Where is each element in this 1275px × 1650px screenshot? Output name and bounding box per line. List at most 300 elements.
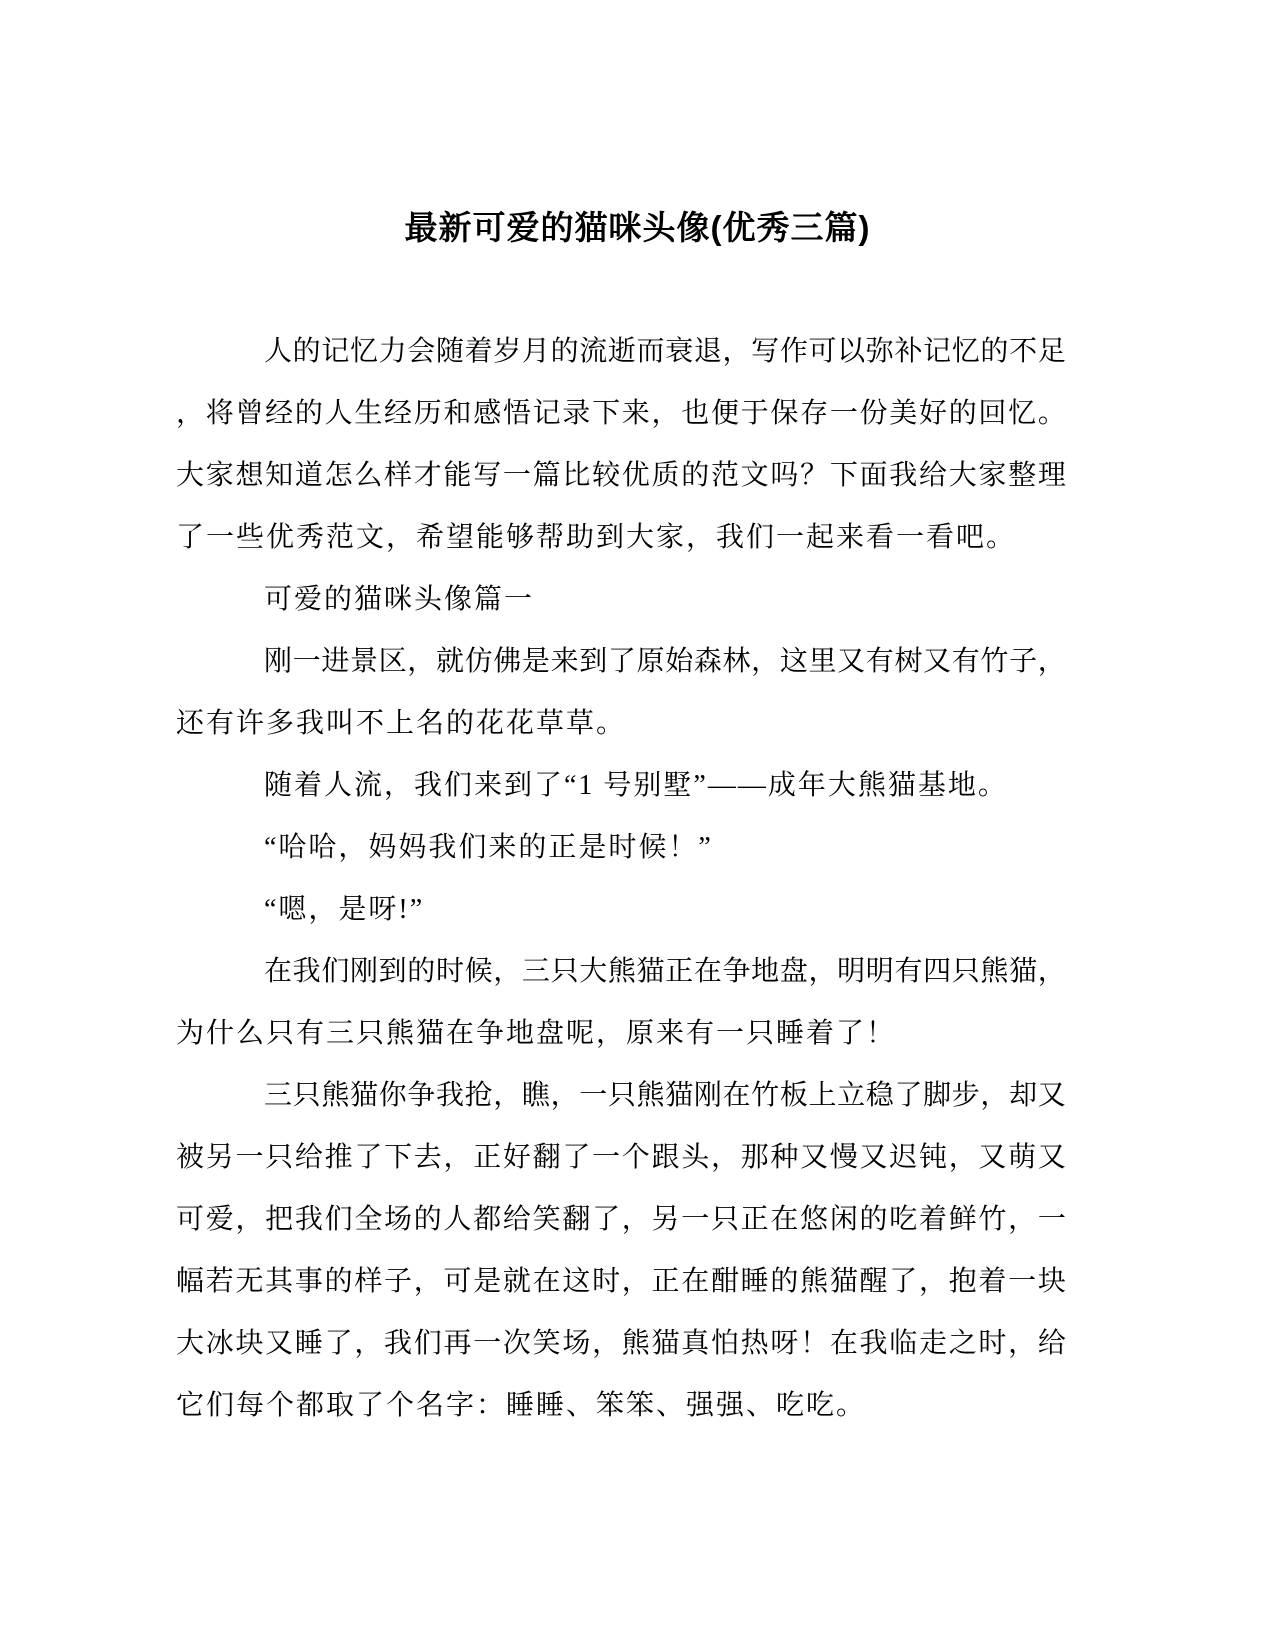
text-char: 可 (443, 1266, 472, 1297)
text-char: 又 (800, 1142, 829, 1173)
text-char: 呀 (770, 1328, 799, 1359)
text-char: 种 (770, 1142, 799, 1173)
text-char: 我 (889, 460, 918, 491)
text-char: 去 (413, 1142, 442, 1173)
text-char: 钝 (918, 1142, 947, 1173)
text-char: 只 (607, 1080, 636, 1111)
text-char: 好 (918, 398, 947, 429)
text-char: 被 (176, 1142, 205, 1173)
text-char: ！ (800, 1328, 829, 1359)
text-char: 争 (407, 1080, 436, 1111)
text-char: 录 (562, 398, 591, 429)
text-char: 个 (621, 1142, 650, 1173)
text-char: 家 (205, 460, 234, 491)
text-char: 了 (592, 1204, 621, 1235)
text-char: 的 (407, 956, 436, 987)
text-char: 场 (384, 1204, 413, 1235)
text-line (176, 456, 1066, 518)
text-char: ， (413, 1266, 442, 1297)
text-char: ， (722, 336, 751, 367)
text-char: 历 (413, 398, 442, 429)
text-char: 又 (923, 646, 952, 677)
text-char: 的 (292, 336, 321, 367)
text-char: 块 (1037, 1266, 1066, 1297)
document-body (176, 332, 1066, 1448)
text-char: 范 (710, 460, 739, 491)
text-char: 熊 (800, 1266, 829, 1297)
text-line (176, 952, 1066, 1014)
text-char: 来 (621, 398, 650, 429)
text-char: 子 (384, 1266, 413, 1297)
text-char: 以 (837, 336, 866, 367)
text-char: 理 (1037, 460, 1066, 491)
text-char: ， (751, 646, 780, 677)
text-char: 林 (722, 646, 751, 677)
text-char: 美 (889, 398, 918, 429)
text-char: 又 (837, 646, 866, 677)
text-char: 岁 (493, 336, 522, 367)
text-char: 推 (324, 1142, 353, 1173)
text-char: ， (493, 1080, 522, 1111)
text-char: 来 (550, 646, 579, 677)
text-line: 可爱的猫咪头像篇一 (264, 584, 535, 615)
text-char: 一 (579, 1080, 608, 1111)
text-char: 在 (829, 1328, 858, 1359)
text-char: 可 (176, 1204, 205, 1235)
text-char: 怕 (710, 1328, 739, 1359)
text-char: 到 (378, 956, 407, 987)
text-char: 把 (265, 1204, 294, 1235)
text-char: 猫 (1009, 956, 1038, 987)
text-char: 一 (502, 460, 531, 491)
text-char: 跟 (651, 1142, 680, 1173)
document-title: 最新可爱的猫咪头像(优秀三篇) (404, 209, 871, 246)
text-char: 立 (837, 1080, 866, 1111)
text-char: 真 (681, 1328, 710, 1359)
text-char: ， (1008, 1328, 1037, 1359)
text-line: 为什么只有三只熊猫在争地盘呢，原来有一只睡着了！ (176, 1018, 897, 1049)
text-char: 猫 (651, 1328, 680, 1359)
text-char: 一 (473, 1328, 502, 1359)
text-char: 正 (651, 1266, 680, 1297)
text-char: 再 (443, 1328, 472, 1359)
text-char: 了 (354, 1142, 383, 1173)
text-char: 文 (740, 460, 769, 491)
text-char: 森 (693, 646, 722, 677)
text-char: 我 (384, 1328, 413, 1359)
text-char: ， (1008, 1204, 1037, 1235)
text-char: 猫 (829, 1266, 858, 1297)
text-char: 正 (665, 956, 694, 987)
text-char: 候 (464, 956, 493, 987)
text-char: 回 (978, 398, 1007, 429)
text-char: 经 (384, 398, 413, 429)
text-char: ， (948, 1142, 977, 1173)
text-char: 的 (550, 336, 579, 367)
text-char: ， (1037, 956, 1066, 987)
text-char: 忆 (951, 336, 980, 367)
text-char: 不 (1009, 336, 1038, 367)
text-char: 猫 (665, 1080, 694, 1111)
text-char: 正 (740, 1204, 769, 1235)
text-char: 热 (740, 1328, 769, 1359)
text-char: 曾 (235, 398, 264, 429)
text-char: 萌 (1008, 1142, 1037, 1173)
text-char: 在 (532, 1266, 561, 1297)
text-char: 都 (473, 1204, 502, 1235)
text-char: 爱 (205, 1204, 234, 1235)
text-char: 刚 (693, 1080, 722, 1111)
text-char: 树 (894, 646, 923, 677)
text-char: 我 (859, 1328, 888, 1359)
text-char: ， (407, 646, 436, 677)
text-char: 上 (808, 1080, 837, 1111)
text-char: 冰 (205, 1328, 234, 1359)
text-char: 次 (502, 1328, 531, 1359)
text-char: 经 (265, 398, 294, 429)
text-char: 生 (354, 398, 383, 429)
text-char: 一 (292, 646, 321, 677)
text-char: 猫 (636, 956, 665, 987)
text-char: 样 (354, 1266, 383, 1297)
text-char: 那 (740, 1142, 769, 1173)
text-char: 人 (443, 1204, 472, 1235)
text-char: 熊 (607, 956, 636, 987)
text-char: 这 (779, 646, 808, 677)
text-char: 想 (235, 460, 264, 491)
text-char: 熊 (980, 956, 1009, 987)
text-char: 竹 (978, 1204, 1007, 1235)
text-char: 全 (354, 1204, 383, 1235)
text-char: 了 (889, 1266, 918, 1297)
text-char: ， (621, 1204, 650, 1235)
text-char: 其 (265, 1266, 294, 1297)
text-char: 写 (473, 460, 502, 491)
text-char: 四 (923, 956, 952, 987)
text-char: 刚 (349, 956, 378, 987)
text-char: 里 (808, 646, 837, 677)
text-char: 整 (1008, 460, 1037, 491)
text-line (176, 332, 1066, 394)
text-char: ， (493, 956, 522, 987)
text-char: 了 (607, 646, 636, 677)
text-char: 在 (681, 1266, 710, 1297)
text-char: 明 (865, 956, 894, 987)
text-char: 退 (693, 336, 722, 367)
text-char: 了 (894, 1080, 923, 1111)
text-char: 一 (829, 398, 858, 429)
text-char: 正 (473, 1142, 502, 1173)
text-char: 盘 (779, 956, 808, 987)
text-char: ， (354, 1328, 383, 1359)
text-char: 你 (378, 1080, 407, 1111)
text-char: 逝 (607, 336, 636, 367)
text-char: 仿 (464, 646, 493, 677)
text-char: 着 (978, 1266, 1007, 1297)
text-char: 进 (321, 646, 350, 677)
text-char: 迟 (889, 1142, 918, 1173)
text-char: 熊 (621, 1328, 650, 1359)
text-char: 们 (324, 1204, 353, 1235)
text-char: 头 (681, 1142, 710, 1173)
text-char: 悟 (502, 398, 531, 429)
text-char: 才 (413, 460, 442, 491)
text-char: 瞧 (521, 1080, 550, 1111)
text-char: ， (235, 1204, 264, 1235)
text-char: 能 (443, 460, 472, 491)
text-char: 佛 (493, 646, 522, 677)
text-line (176, 1262, 1066, 1324)
text-char: 足 (1037, 336, 1066, 367)
text-char: 吃 (889, 1204, 918, 1235)
text-char: 着 (464, 336, 493, 367)
text-char: 的 (324, 1266, 353, 1297)
text-char: 步 (951, 1080, 980, 1111)
text-char: 是 (521, 646, 550, 677)
text-char: 子 (1009, 646, 1038, 677)
text-char: 区 (378, 646, 407, 677)
text-char: 我 (435, 1080, 464, 1111)
text-char: ， (443, 1142, 472, 1173)
text-char: 又 (1037, 1142, 1066, 1173)
text-char: 板 (779, 1080, 808, 1111)
text-char: 人 (264, 336, 293, 367)
text-line (176, 1324, 1066, 1386)
text-char: 优 (621, 460, 650, 491)
text-char: 给 (502, 1204, 531, 1235)
text-char: ， (808, 956, 837, 987)
text-char: 在 (693, 956, 722, 987)
text-char: 面 (859, 460, 888, 491)
text-char: 慢 (829, 1142, 858, 1173)
text-char: 只 (951, 956, 980, 987)
text-char: 这 (562, 1266, 591, 1297)
text-char: 有 (894, 956, 923, 987)
text-char: 地 (751, 956, 780, 987)
text-char: 只 (265, 1142, 294, 1173)
text-char: ， (550, 1080, 579, 1111)
text-char: 块 (235, 1328, 264, 1359)
text-line: 还有许多我叫不上名的花花草草。 (176, 708, 627, 739)
text-char: 就 (502, 1266, 531, 1297)
text-char: 始 (665, 646, 694, 677)
text-char: 是 (473, 1266, 502, 1297)
text-char: 下 (829, 460, 858, 491)
text-line (176, 394, 1066, 456)
text-char: 一 (1008, 1266, 1037, 1297)
text-char: 下 (384, 1142, 413, 1173)
text-char: 了 (562, 1142, 591, 1173)
text-char: 力 (378, 336, 407, 367)
text-char: ， (621, 1266, 650, 1297)
text-char: 竹 (751, 1080, 780, 1111)
text-char: 只 (710, 1204, 739, 1235)
text-char: 酣 (710, 1266, 739, 1297)
text-line (176, 1076, 1066, 1138)
text-char: 家 (978, 460, 1007, 491)
text-char: 感 (473, 398, 502, 429)
text-char: 便 (710, 398, 739, 429)
text-char: 刚 (264, 646, 293, 677)
text-char: 写 (751, 336, 780, 367)
text-char: 吗 (770, 460, 799, 491)
text-char: 给 (1037, 1328, 1066, 1359)
text-char: 稳 (865, 1080, 894, 1111)
text-char: 笑 (532, 1328, 561, 1359)
text-char: 质 (651, 460, 680, 491)
text-char: 又 (859, 1142, 888, 1173)
text-char: 之 (948, 1328, 977, 1359)
text-char: ， (710, 1142, 739, 1173)
text-char: 就 (435, 646, 464, 677)
text-char: 人 (324, 398, 353, 429)
text-char: 抱 (948, 1266, 977, 1297)
text-char: 也 (681, 398, 710, 429)
text-char: 又 (265, 1328, 294, 1359)
text-char: 我 (292, 956, 321, 987)
text-char: 原 (636, 646, 665, 677)
text-char: 较 (592, 460, 621, 491)
text-char: 给 (918, 460, 947, 491)
text-line: 它们每个都取了个名字：睡睡、笨笨、强强、吃吃。 (176, 1390, 867, 1421)
text-char: 的 (770, 1266, 799, 1297)
text-line: “嗯，是呀!” (264, 894, 425, 925)
text-char: ， (176, 398, 205, 429)
text-char: ， (592, 1328, 621, 1359)
text-char: 只 (550, 956, 579, 987)
text-char: 无 (235, 1266, 264, 1297)
text-char: ， (1037, 646, 1066, 677)
text-line: “哈哈，妈妈我们来的正是时候！” (264, 832, 713, 863)
text-char: 忆 (1008, 398, 1037, 429)
text-char: 有 (865, 646, 894, 677)
text-char: 醒 (859, 1266, 888, 1297)
text-char: 大 (176, 1328, 205, 1359)
text-char: ， (651, 398, 680, 429)
text-char: 着 (918, 1204, 947, 1235)
text-char: 时 (435, 956, 464, 987)
text-char: 景 (349, 646, 378, 677)
text-char: 的 (681, 460, 710, 491)
text-char: 的 (980, 336, 1009, 367)
text-char: 时 (978, 1328, 1007, 1359)
text-char: 而 (636, 336, 665, 367)
text-char: 熊 (321, 1080, 350, 1111)
text-char: 在 (264, 956, 293, 987)
text-char: 存 (800, 398, 829, 429)
text-char: 么 (354, 460, 383, 491)
text-char: 道 (294, 460, 323, 491)
text-char: 作 (779, 336, 808, 367)
text-line (176, 1138, 1066, 1200)
text-char: 了 (324, 1328, 353, 1359)
text-char: 悠 (800, 1204, 829, 1235)
text-char: 笑 (532, 1204, 561, 1235)
text-char: 猫 (349, 1080, 378, 1111)
text-char: 于 (740, 398, 769, 429)
text-char: 们 (413, 1328, 442, 1359)
text-char: 会 (407, 336, 436, 367)
text-char: 睡 (294, 1328, 323, 1359)
text-char: 争 (722, 956, 751, 987)
text-char: 下 (592, 398, 621, 429)
text-char: 记 (321, 336, 350, 367)
text-char: 记 (532, 398, 561, 429)
text-char: 临 (889, 1328, 918, 1359)
text-char: 另 (205, 1142, 234, 1173)
text-line (176, 1200, 1066, 1262)
text-char: 幅 (176, 1266, 205, 1297)
text-char: 一 (681, 1204, 710, 1235)
text-char: 样 (384, 460, 413, 491)
text-char: 我 (294, 1204, 323, 1235)
text-char: 月 (521, 336, 550, 367)
text-char: 走 (918, 1328, 947, 1359)
text-char: 闲 (829, 1204, 858, 1235)
text-char: 的 (413, 1204, 442, 1235)
text-char: 的 (948, 398, 977, 429)
text-char: 将 (205, 398, 234, 429)
text-char: 一 (235, 1142, 264, 1173)
text-char: 们 (321, 956, 350, 987)
text-char: 鲜 (948, 1204, 977, 1235)
text-char: 的 (859, 1204, 888, 1235)
text-char: 补 (894, 336, 923, 367)
text-char: 大 (176, 460, 205, 491)
text-char: 翻 (532, 1142, 561, 1173)
text-line (176, 642, 1066, 704)
text-char: 到 (579, 646, 608, 677)
text-char: 可 (808, 336, 837, 367)
text-char: 事 (294, 1266, 323, 1297)
text-char: 一 (1037, 1204, 1066, 1235)
text-char: 三 (264, 1080, 293, 1111)
text-char: 又 (978, 1142, 1007, 1173)
text-char: 给 (294, 1142, 323, 1173)
text-char: 一 (592, 1142, 621, 1173)
text-char: 和 (443, 398, 472, 429)
text-char: 在 (722, 1080, 751, 1111)
text-char: 场 (562, 1328, 591, 1359)
text-char: 。 (1037, 398, 1066, 429)
text-char: ， (980, 1080, 1009, 1111)
text-char: 竹 (980, 646, 1009, 677)
text-char: 却 (1009, 1080, 1038, 1111)
text-char: 份 (859, 398, 888, 429)
text-char: 又 (1037, 1080, 1066, 1111)
text-char: 翻 (562, 1204, 591, 1235)
text-char: 比 (562, 460, 591, 491)
text-char: 若 (205, 1266, 234, 1297)
text-char: 明 (837, 956, 866, 987)
text-char: 时 (592, 1266, 621, 1297)
text-char: 抢 (464, 1080, 493, 1111)
text-char: 大 (579, 956, 608, 987)
text-char: 保 (770, 398, 799, 429)
text-char: 睡 (740, 1266, 769, 1297)
text-char: 脚 (923, 1080, 952, 1111)
text-char: 熊 (636, 1080, 665, 1111)
text-char: 忆 (349, 336, 378, 367)
text-char: 另 (651, 1204, 680, 1235)
text-char: 大 (948, 460, 977, 491)
text-line: 了一些优秀范文，希望能够帮助到大家，我们一起来看一看吧。 (176, 522, 1017, 553)
text-char: 三 (521, 956, 550, 987)
text-char: 篇 (532, 460, 561, 491)
text-char: 弥 (865, 336, 894, 367)
text-char: 衰 (665, 336, 694, 367)
text-char: 的 (294, 398, 323, 429)
